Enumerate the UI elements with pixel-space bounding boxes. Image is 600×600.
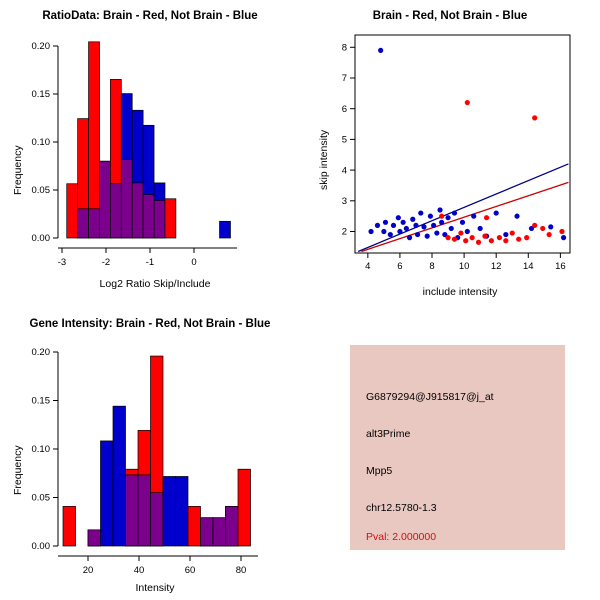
gene-plot-svg (0, 300, 300, 600)
svg-text:0.10: 0.10 (31, 444, 50, 455)
panel-gene-histogram (0, 300, 300, 600)
svg-text:-2: -2 (101, 257, 111, 268)
svg-text:8: 8 (429, 261, 435, 272)
scatter-y-axis-label: skip intensity (318, 129, 330, 190)
svg-text:0.05: 0.05 (31, 492, 50, 504)
svg-text:16: 16 (555, 261, 566, 272)
info-location: chr12.5780-1.3 (366, 502, 437, 514)
scatter-x-axis-label: include intensity (422, 286, 498, 298)
gene-x-axis-label: Intensity (135, 582, 175, 594)
svg-text:60: 60 (184, 565, 196, 576)
ratio-panel-title: RatioData: Brain - Red, Not Brain - Blue (42, 10, 258, 22)
info-event-type: alt3Prime (366, 428, 411, 440)
svg-text:80: 80 (235, 565, 247, 576)
svg-text:6: 6 (341, 103, 347, 115)
ratio-y-axis-label: Frequency (12, 145, 24, 195)
svg-text:14: 14 (522, 261, 534, 272)
panel-intensity-scatter (300, 0, 600, 300)
scatter-plot-svg (300, 0, 600, 300)
ratio-ytick-2: 0.10 (31, 137, 50, 148)
svg-text:0.15: 0.15 (31, 395, 50, 407)
ratio-plot-svg (0, 0, 300, 300)
svg-text:-1: -1 (145, 257, 155, 268)
svg-text:4: 4 (341, 165, 347, 177)
svg-text:0: 0 (191, 257, 197, 268)
ratio-x-axis-label: Log2 Ratio Skip/Include (99, 278, 211, 290)
svg-text:3: 3 (341, 196, 347, 208)
svg-text:7: 7 (341, 73, 347, 85)
ratio-ytick-3: 0.15 (31, 89, 50, 100)
info-probe-id: G6879294@J915817@j_at (366, 391, 494, 403)
gene-panel-title: Gene Intensity: Brain - Red, Not Brain - Blue (29, 318, 271, 330)
panel-ratio-histogram (0, 0, 300, 300)
ratio-ytick-4: 0.20 (31, 41, 50, 52)
svg-text:20: 20 (82, 565, 94, 576)
svg-text:-3: -3 (57, 257, 67, 268)
svg-text:2: 2 (341, 226, 347, 238)
svg-text:6: 6 (397, 261, 403, 272)
svg-text:12: 12 (490, 261, 502, 272)
ratio-ytick-0: 0.00 (31, 233, 50, 244)
svg-text:10: 10 (458, 261, 470, 272)
ratio-ytick-1: 0.05 (31, 185, 50, 196)
scatter-panel-title: Brain - Red, Not Brain - Blue (372, 10, 528, 22)
svg-text:0.20: 0.20 (31, 347, 50, 358)
info-pval: Pval: 2.000000 (366, 531, 437, 543)
svg-text:0.00: 0.00 (31, 541, 50, 552)
info-panel (350, 345, 565, 550)
info-gene-name: Mpp5 (366, 465, 393, 477)
svg-text:5: 5 (341, 134, 347, 146)
svg-text:4: 4 (365, 261, 371, 272)
svg-text:40: 40 (133, 565, 145, 576)
gene-y-axis-label: Frequency (12, 445, 24, 495)
svg-text:8: 8 (341, 42, 347, 54)
